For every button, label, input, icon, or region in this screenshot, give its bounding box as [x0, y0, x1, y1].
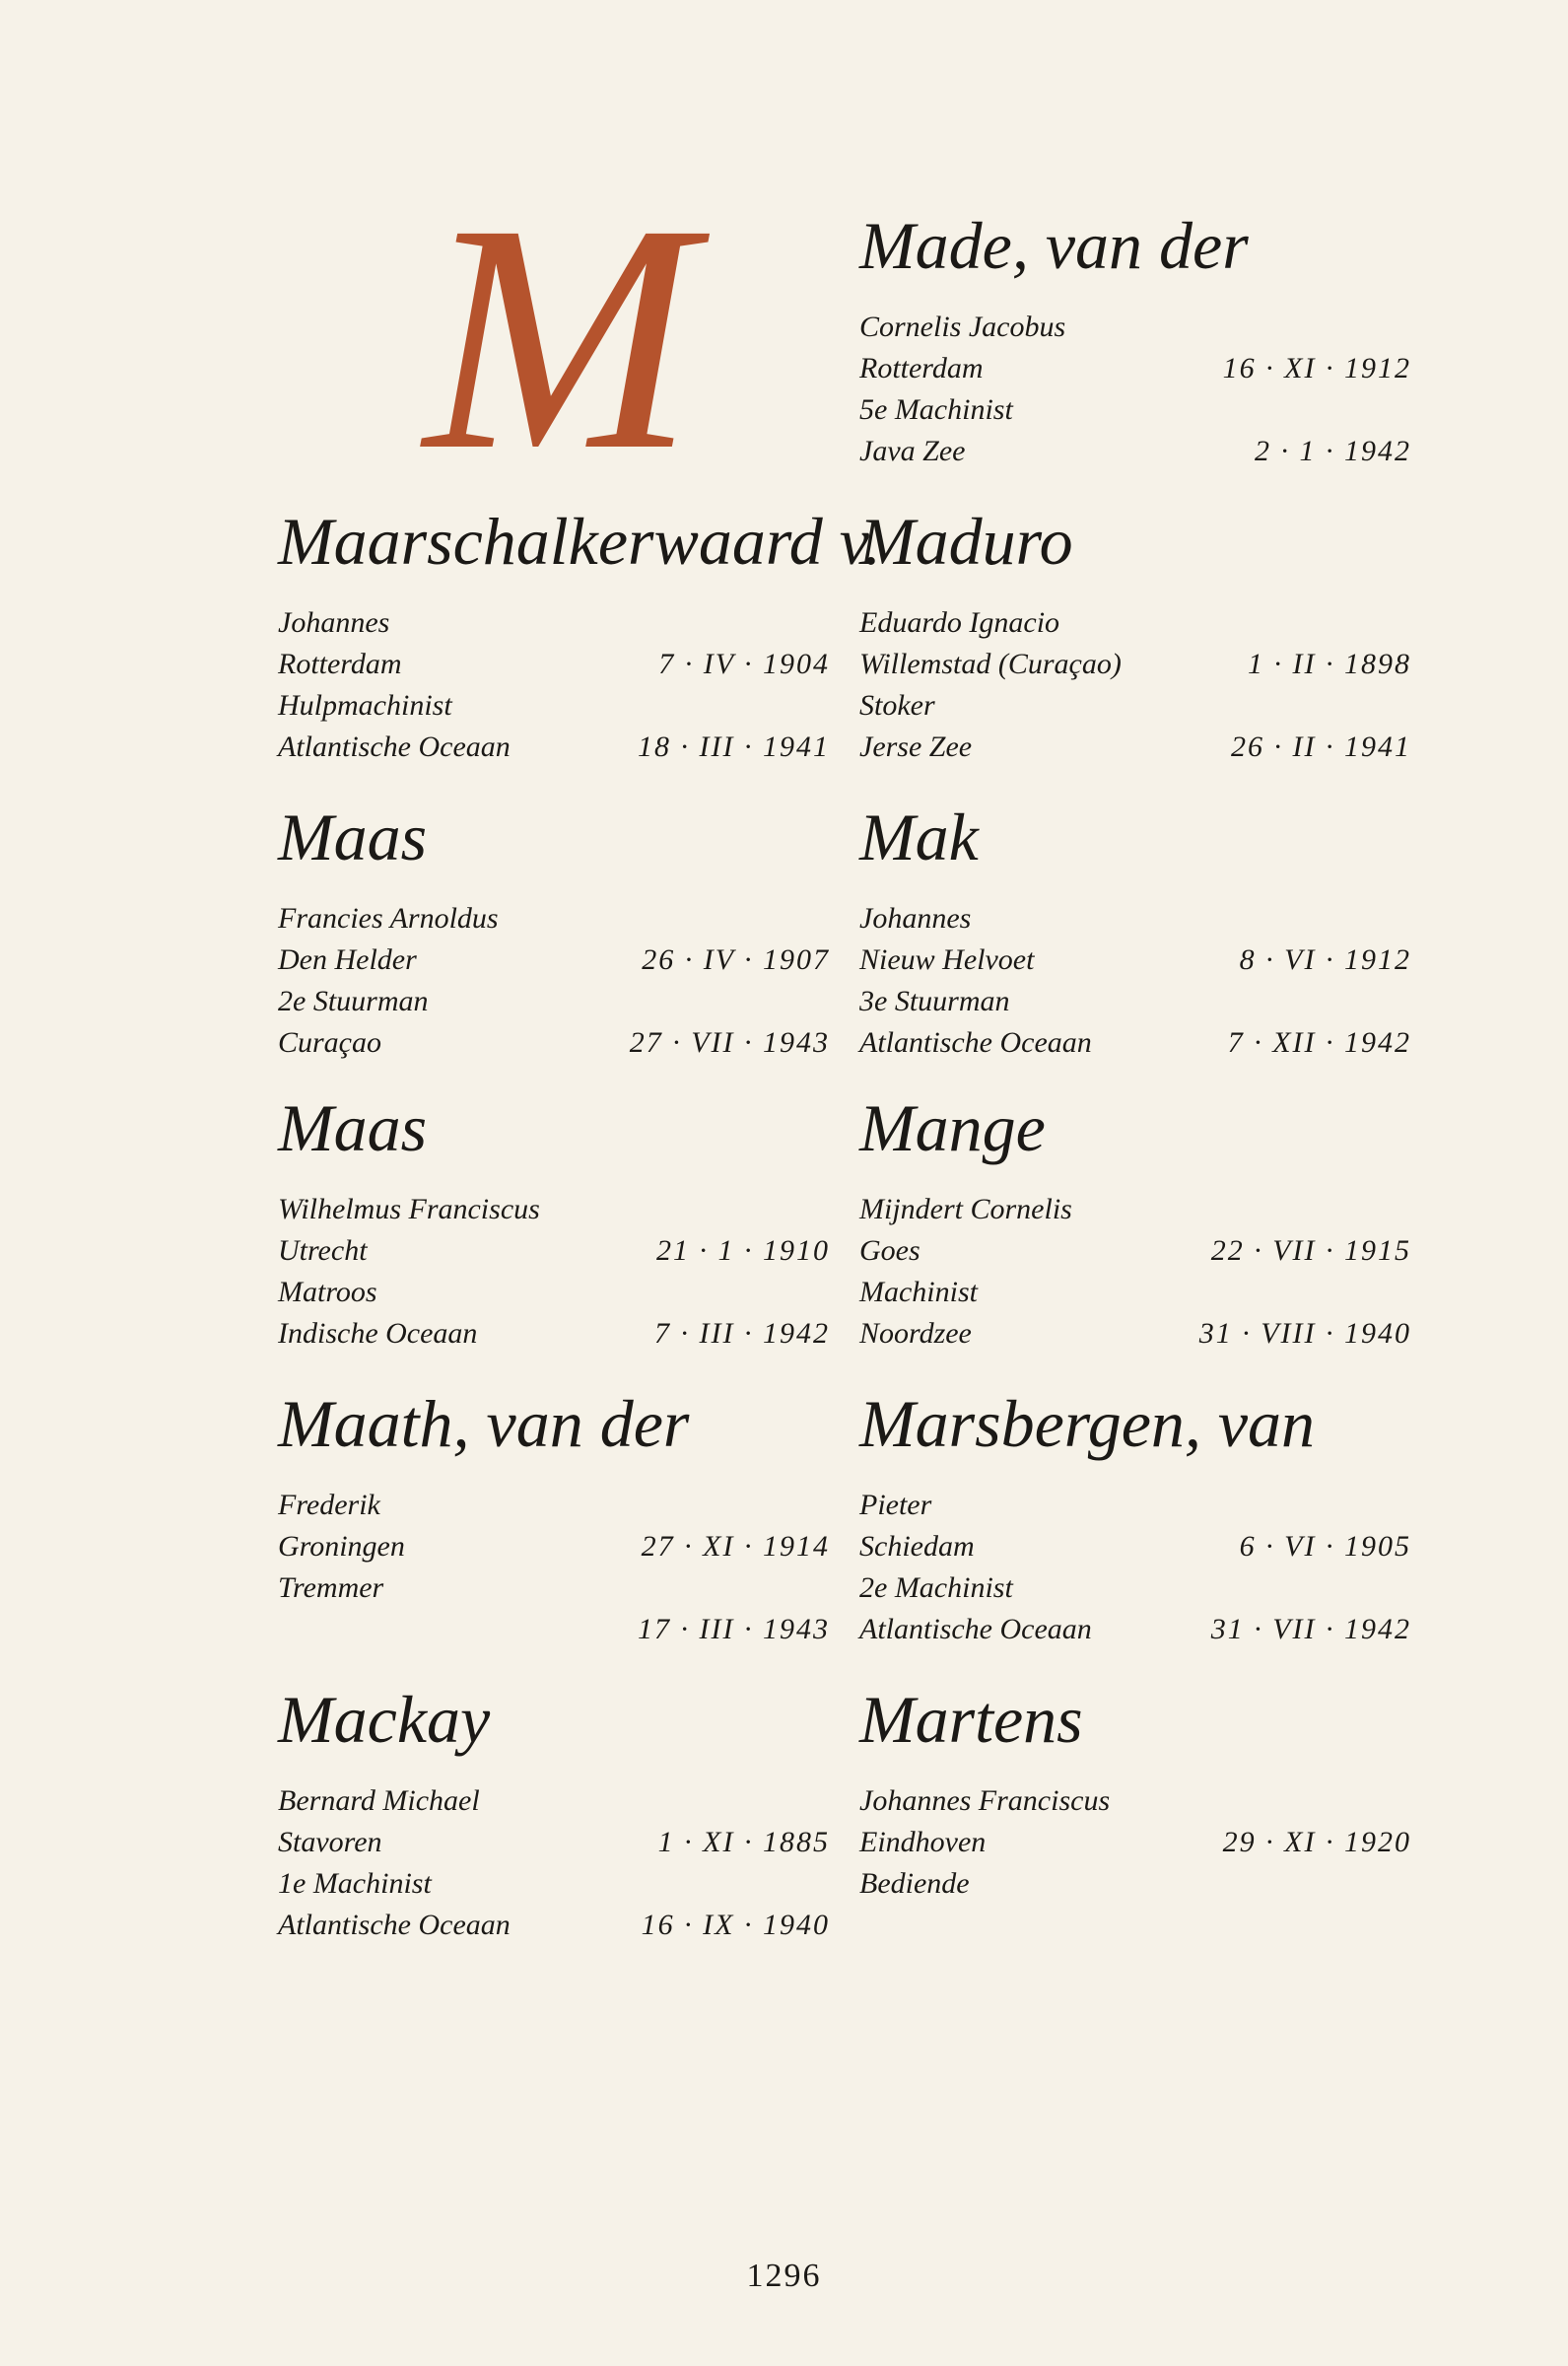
entry — [859, 1682, 1411, 1905]
entry — [859, 208, 1411, 472]
rank: Bediende — [859, 1867, 970, 1900]
death-date: 18 · III · 1941 — [638, 731, 830, 763]
birthplace: Schiedam — [859, 1530, 975, 1563]
first-names: Frederik — [278, 1489, 380, 1521]
birthplace: Goes — [859, 1234, 920, 1267]
death-date: 27 · VII · 1943 — [629, 1026, 830, 1059]
entry — [278, 504, 881, 768]
birth-date: 27 · XI · 1914 — [641, 1530, 830, 1563]
place-of-death: Atlantische Oceaan — [859, 1026, 1092, 1059]
birth-date: 29 · XI · 1920 — [1222, 1826, 1411, 1858]
first-names: Bernard Michael — [278, 1784, 480, 1817]
rank: 5e Machinist — [859, 393, 1013, 426]
rank: Tremmer — [278, 1571, 384, 1604]
rank: 2e Machinist — [859, 1571, 1013, 1604]
initial-letter: M — [424, 158, 691, 518]
rank: Stoker — [859, 689, 935, 722]
birth-date: 6 · VI · 1905 — [1239, 1530, 1411, 1563]
place-of-death: Curaçao — [278, 1026, 381, 1059]
surname: Maarschalkerwaard v. — [278, 504, 881, 579]
surname: Maduro — [859, 504, 1073, 579]
surname: Marsbergen, van — [859, 1386, 1316, 1461]
birth-date: 26 · IV · 1907 — [642, 943, 830, 976]
rank: 1e Machinist — [278, 1867, 432, 1900]
birth-date: 1 · XI · 1885 — [657, 1826, 830, 1858]
first-names: Francies Arnoldus — [278, 902, 499, 935]
page-number: 1296 — [746, 2258, 822, 2294]
rank: 3e Stuurman — [859, 985, 1010, 1017]
place-of-death: Atlantische Oceaan — [278, 1909, 511, 1941]
surname: Made, van der — [859, 208, 1249, 283]
entry — [859, 800, 1411, 1064]
birth-date: 22 · VII · 1915 — [1210, 1234, 1411, 1267]
place-of-death: Jerse Zee — [859, 731, 973, 763]
rank: Matroos — [278, 1276, 377, 1308]
entry — [278, 800, 830, 1064]
birthplace: Groningen — [278, 1530, 405, 1563]
first-names: Pieter — [859, 1489, 932, 1521]
death-date: 7 · III · 1942 — [654, 1317, 830, 1350]
first-names: Eduardo Ignacio — [859, 606, 1060, 639]
death-date: 2 · 1 · 1942 — [1255, 435, 1411, 467]
birthplace: Willemstad (Curaçao) — [859, 648, 1122, 680]
birthplace: Rotterdam — [859, 352, 984, 384]
entry — [859, 504, 1411, 768]
entry — [859, 1090, 1411, 1355]
place-of-death: Indische Oceaan — [278, 1317, 478, 1350]
first-names: Johannes — [278, 606, 390, 639]
first-names: Wilhelmus Franciscus — [278, 1193, 540, 1225]
place-of-death: Java Zee — [859, 435, 966, 467]
death-date: 7 · XII · 1942 — [1227, 1026, 1411, 1059]
place-of-death: Atlantische Oceaan — [859, 1613, 1092, 1645]
birthplace: Den Helder — [278, 943, 417, 976]
rank: 2e Stuurman — [278, 985, 429, 1017]
rank: Machinist — [859, 1276, 978, 1308]
surname: Martens — [859, 1682, 1083, 1757]
first-names: Cornelis Jacobus — [859, 311, 1066, 343]
birth-date: 8 · VI · 1912 — [1239, 943, 1411, 976]
surname: Mange — [859, 1090, 1046, 1165]
birthplace: Rotterdam — [278, 648, 402, 680]
surname: Maas — [278, 1090, 428, 1165]
first-names: Johannes Franciscus — [859, 1784, 1111, 1817]
death-date: 26 · II · 1941 — [1231, 731, 1411, 763]
birthplace: Stavoren — [278, 1826, 382, 1858]
rank: Hulpmachinist — [278, 689, 452, 722]
death-date: 17 · III · 1943 — [638, 1613, 830, 1645]
birthplace: Eindhoven — [859, 1826, 987, 1858]
death-date: 31 · VII · 1942 — [1210, 1613, 1411, 1645]
surname: Maath, van der — [278, 1386, 690, 1461]
first-names: Johannes — [859, 902, 972, 935]
surname: Mackay — [278, 1682, 491, 1757]
birth-date: 1 · II · 1898 — [1248, 648, 1411, 680]
entry — [859, 1386, 1411, 1650]
death-date: 31 · VIII · 1940 — [1198, 1317, 1411, 1350]
birthplace: Utrecht — [278, 1234, 368, 1267]
death-date: 16 · IX · 1940 — [641, 1909, 830, 1941]
birthplace: Nieuw Helvoet — [859, 943, 1035, 976]
surname: Maas — [278, 800, 428, 874]
birth-date: 16 · XI · 1912 — [1222, 352, 1411, 384]
birth-date: 21 · 1 · 1910 — [656, 1234, 830, 1267]
first-names: Mijndert Cornelis — [859, 1193, 1072, 1225]
entry — [278, 1090, 830, 1355]
entry — [278, 1682, 830, 1946]
surname: Mak — [859, 800, 979, 874]
entry — [278, 1386, 830, 1650]
place-of-death: Atlantische Oceaan — [278, 731, 511, 763]
birth-date: 7 · IV · 1904 — [658, 648, 830, 680]
place-of-death: Noordzee — [859, 1317, 972, 1350]
